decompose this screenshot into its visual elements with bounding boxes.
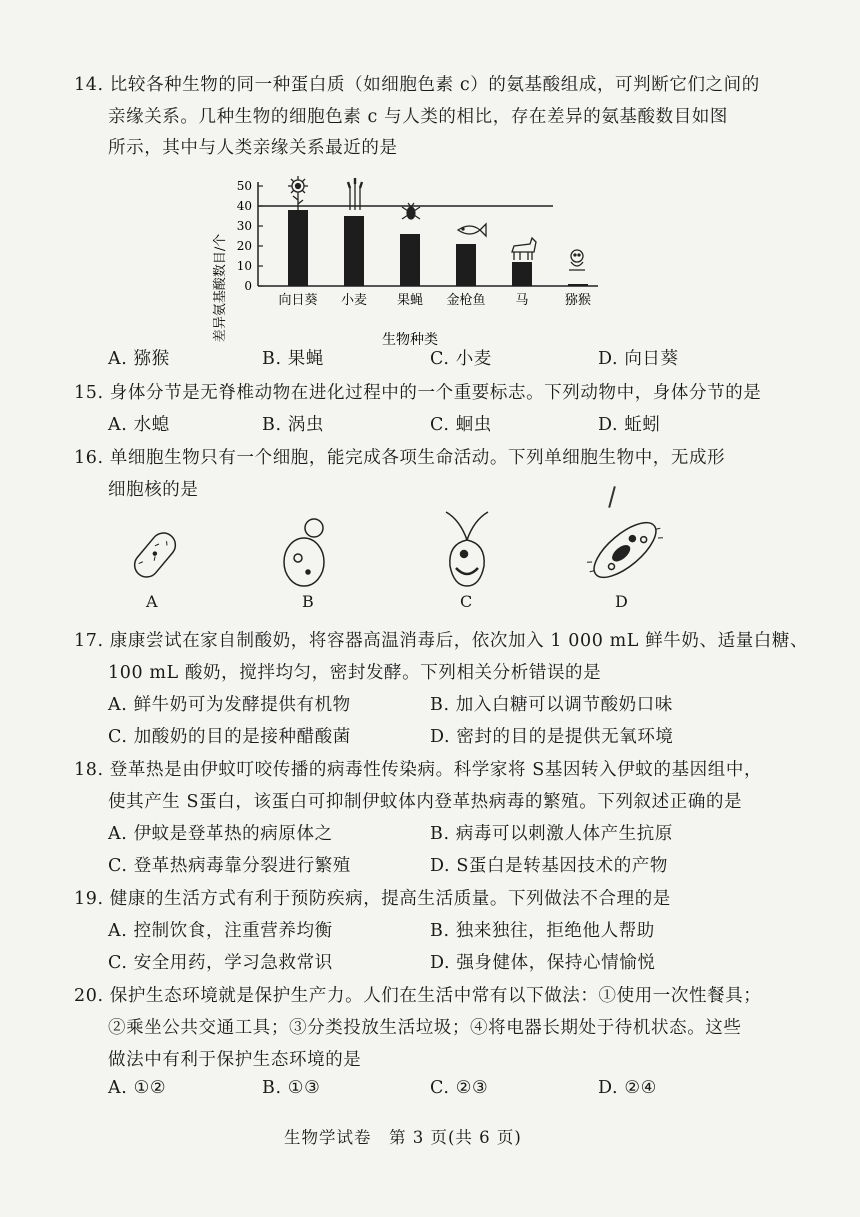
- chart-bar: [512, 262, 532, 286]
- chart-y-tick-label: 10: [236, 259, 252, 273]
- chart-x-tick-label: 向日葵: [278, 293, 318, 308]
- chart-bar: [288, 210, 308, 286]
- q19-option-d[interactable]: D. 强身健体，保持心情愉悦: [430, 953, 656, 973]
- bacterium-illustration: [120, 520, 190, 590]
- yeast-illustration: [278, 514, 338, 590]
- q16-figure-label-c: C: [460, 592, 473, 611]
- wheat-icon: [348, 178, 362, 210]
- chart-x-tick-label: 小麦: [340, 293, 368, 308]
- q15-option-a[interactable]: A. 水螅: [108, 415, 170, 435]
- chart-bar: [400, 234, 420, 286]
- q15-option-c[interactable]: C. 蛔虫: [430, 415, 492, 435]
- page-footer: 生物学试卷 第 3 页(共 6 页): [284, 1128, 522, 1147]
- q14-option-c[interactable]: C. 小麦: [430, 349, 492, 369]
- q18-stem-line-1: 18. 登革热是由伊蚊叮咬传播的病毒性传染病。科学家将 S基因转入伊蚊的基因组中，: [74, 760, 763, 780]
- q17-option-b[interactable]: B. 加入白糖可以调节酸奶口味: [430, 695, 673, 715]
- q15-stem: 15. 身体分节是无脊椎动物在进化过程中的一个重要标志。下列动物中，身体分节的是: [74, 383, 762, 403]
- chart-y-tick-label: 40: [236, 199, 252, 213]
- chlamydomonas-illustration: [440, 510, 494, 590]
- q18-option-d[interactable]: D. S蛋白是转基因技术的产物: [430, 856, 669, 876]
- macaque-icon: [569, 250, 585, 270]
- q16-figure-label-b: B: [302, 592, 314, 611]
- q16-figure-label-a: A: [146, 592, 158, 611]
- q20-option-a[interactable]: A. ①②: [108, 1078, 167, 1098]
- q19-stem: 19. 健康的生活方式有利于预防疾病，提高生活质量。下列做法不合理的是: [74, 889, 671, 909]
- q16-stem-line-1: 16. 单细胞生物只有一个细胞，能完成各项生命活动。下列单细胞生物中，无成形: [74, 448, 726, 468]
- chart-y-tick-label: 50: [236, 179, 252, 193]
- paramecium-illustration: [582, 510, 668, 590]
- q18-option-a[interactable]: A. 伊蚊是登革热的病原体之: [108, 824, 333, 844]
- q20-option-c[interactable]: C. ②③: [430, 1078, 489, 1098]
- q17-option-d[interactable]: D. 密封的目的是提供无氧环境: [430, 727, 674, 747]
- chart-ylabel: 差异氨基酸数目/个: [213, 233, 228, 343]
- q16-stem-line-2: 细胞核的是: [108, 480, 199, 500]
- q18-option-b[interactable]: B. 病毒可以刺激人体产生抗原: [430, 824, 673, 844]
- q17-option-c[interactable]: C. 加酸奶的目的是接种醋酸菌: [108, 727, 351, 747]
- q15-option-d[interactable]: D. 蚯蚓: [598, 415, 661, 435]
- pen-mark: [608, 486, 616, 508]
- chart-x-tick-label: 猕猴: [564, 293, 592, 308]
- q14-bar-chart: [200, 168, 620, 348]
- q17-stem-line-1: 17. 康康尝试在家自制酸奶，将容器高温消毒后，依次加入 1 000 mL 鲜牛奶、适量白糖、: [74, 631, 809, 651]
- q14-option-b[interactable]: B. 果蝇: [262, 349, 324, 369]
- chart-xlabel: 生物种类: [382, 332, 438, 348]
- horse-icon: [512, 238, 536, 260]
- tuna-icon: [458, 224, 486, 236]
- q14-option-d[interactable]: D. 向日葵: [598, 349, 679, 369]
- q20-stem-line-2: ②乘坐公共交通工具；③分类投放生活垃圾；④将电器长期处于待机状态。这些: [108, 1018, 742, 1038]
- q20-option-b[interactable]: B. ①③: [262, 1078, 321, 1098]
- q14-stem-line-3: 所示，其中与人类亲缘关系最近的是: [108, 138, 398, 158]
- chart-y-tick-label: 20: [236, 239, 252, 253]
- q14-option-a[interactable]: A. 猕猴: [108, 349, 170, 369]
- chart-y-tick-label: 30: [236, 219, 252, 233]
- q18-option-c[interactable]: C. 登革热病毒靠分裂进行繁殖: [108, 856, 351, 876]
- q19-option-b[interactable]: B. 独来独往，拒绝他人帮助: [430, 921, 655, 941]
- q17-option-a[interactable]: A. 鲜牛奶可为发酵提供有机物: [108, 695, 351, 715]
- q19-option-a[interactable]: A. 控制饮食，注重营养均衡: [108, 921, 333, 941]
- q19-option-c[interactable]: C. 安全用药，学习急救常识: [108, 953, 333, 973]
- chart-bar: [456, 244, 476, 286]
- q14-stem-line-2: 亲缘关系。几种生物的细胞色素 c 与人类的相比，存在差异的氨基酸数目如图: [108, 107, 729, 127]
- chart-y-tick-label: 0: [244, 279, 252, 293]
- q18-stem-line-2: 使其产生 S蛋白，该蛋白可抑制伊蚊体内登革热病毒的繁殖。下列叙述正确的是: [108, 792, 743, 812]
- q20-option-d[interactable]: D. ②④: [598, 1078, 657, 1098]
- chart-x-tick-label: 马: [515, 293, 529, 308]
- sunflower-icon: [288, 176, 308, 210]
- q20-stem-line-1: 20. 保护生态环境就是保护生产力。人们在生活中常有以下做法：①使用一次性餐具；: [74, 986, 762, 1006]
- q14-stem-line-1: 14. 比较各种生物的同一种蛋白质（如细胞色素 c）的氨基酸组成，可判断它们之间的: [74, 75, 760, 95]
- q17-stem-line-2: 100 mL 酸奶，搅拌均匀，密封发酵。下列相关分析错误的是: [108, 663, 602, 683]
- q15-option-b[interactable]: B. 涡虫: [262, 415, 324, 435]
- q16-figure-label-d: D: [615, 592, 628, 611]
- chart-bar: [344, 216, 364, 286]
- chart-x-tick-label: 金枪鱼: [446, 293, 486, 308]
- chart-bar: [568, 284, 588, 286]
- chart-x-tick-label: 果蝇: [396, 293, 424, 308]
- q20-stem-line-3: 做法中有利于保护生态环境的是: [108, 1050, 362, 1070]
